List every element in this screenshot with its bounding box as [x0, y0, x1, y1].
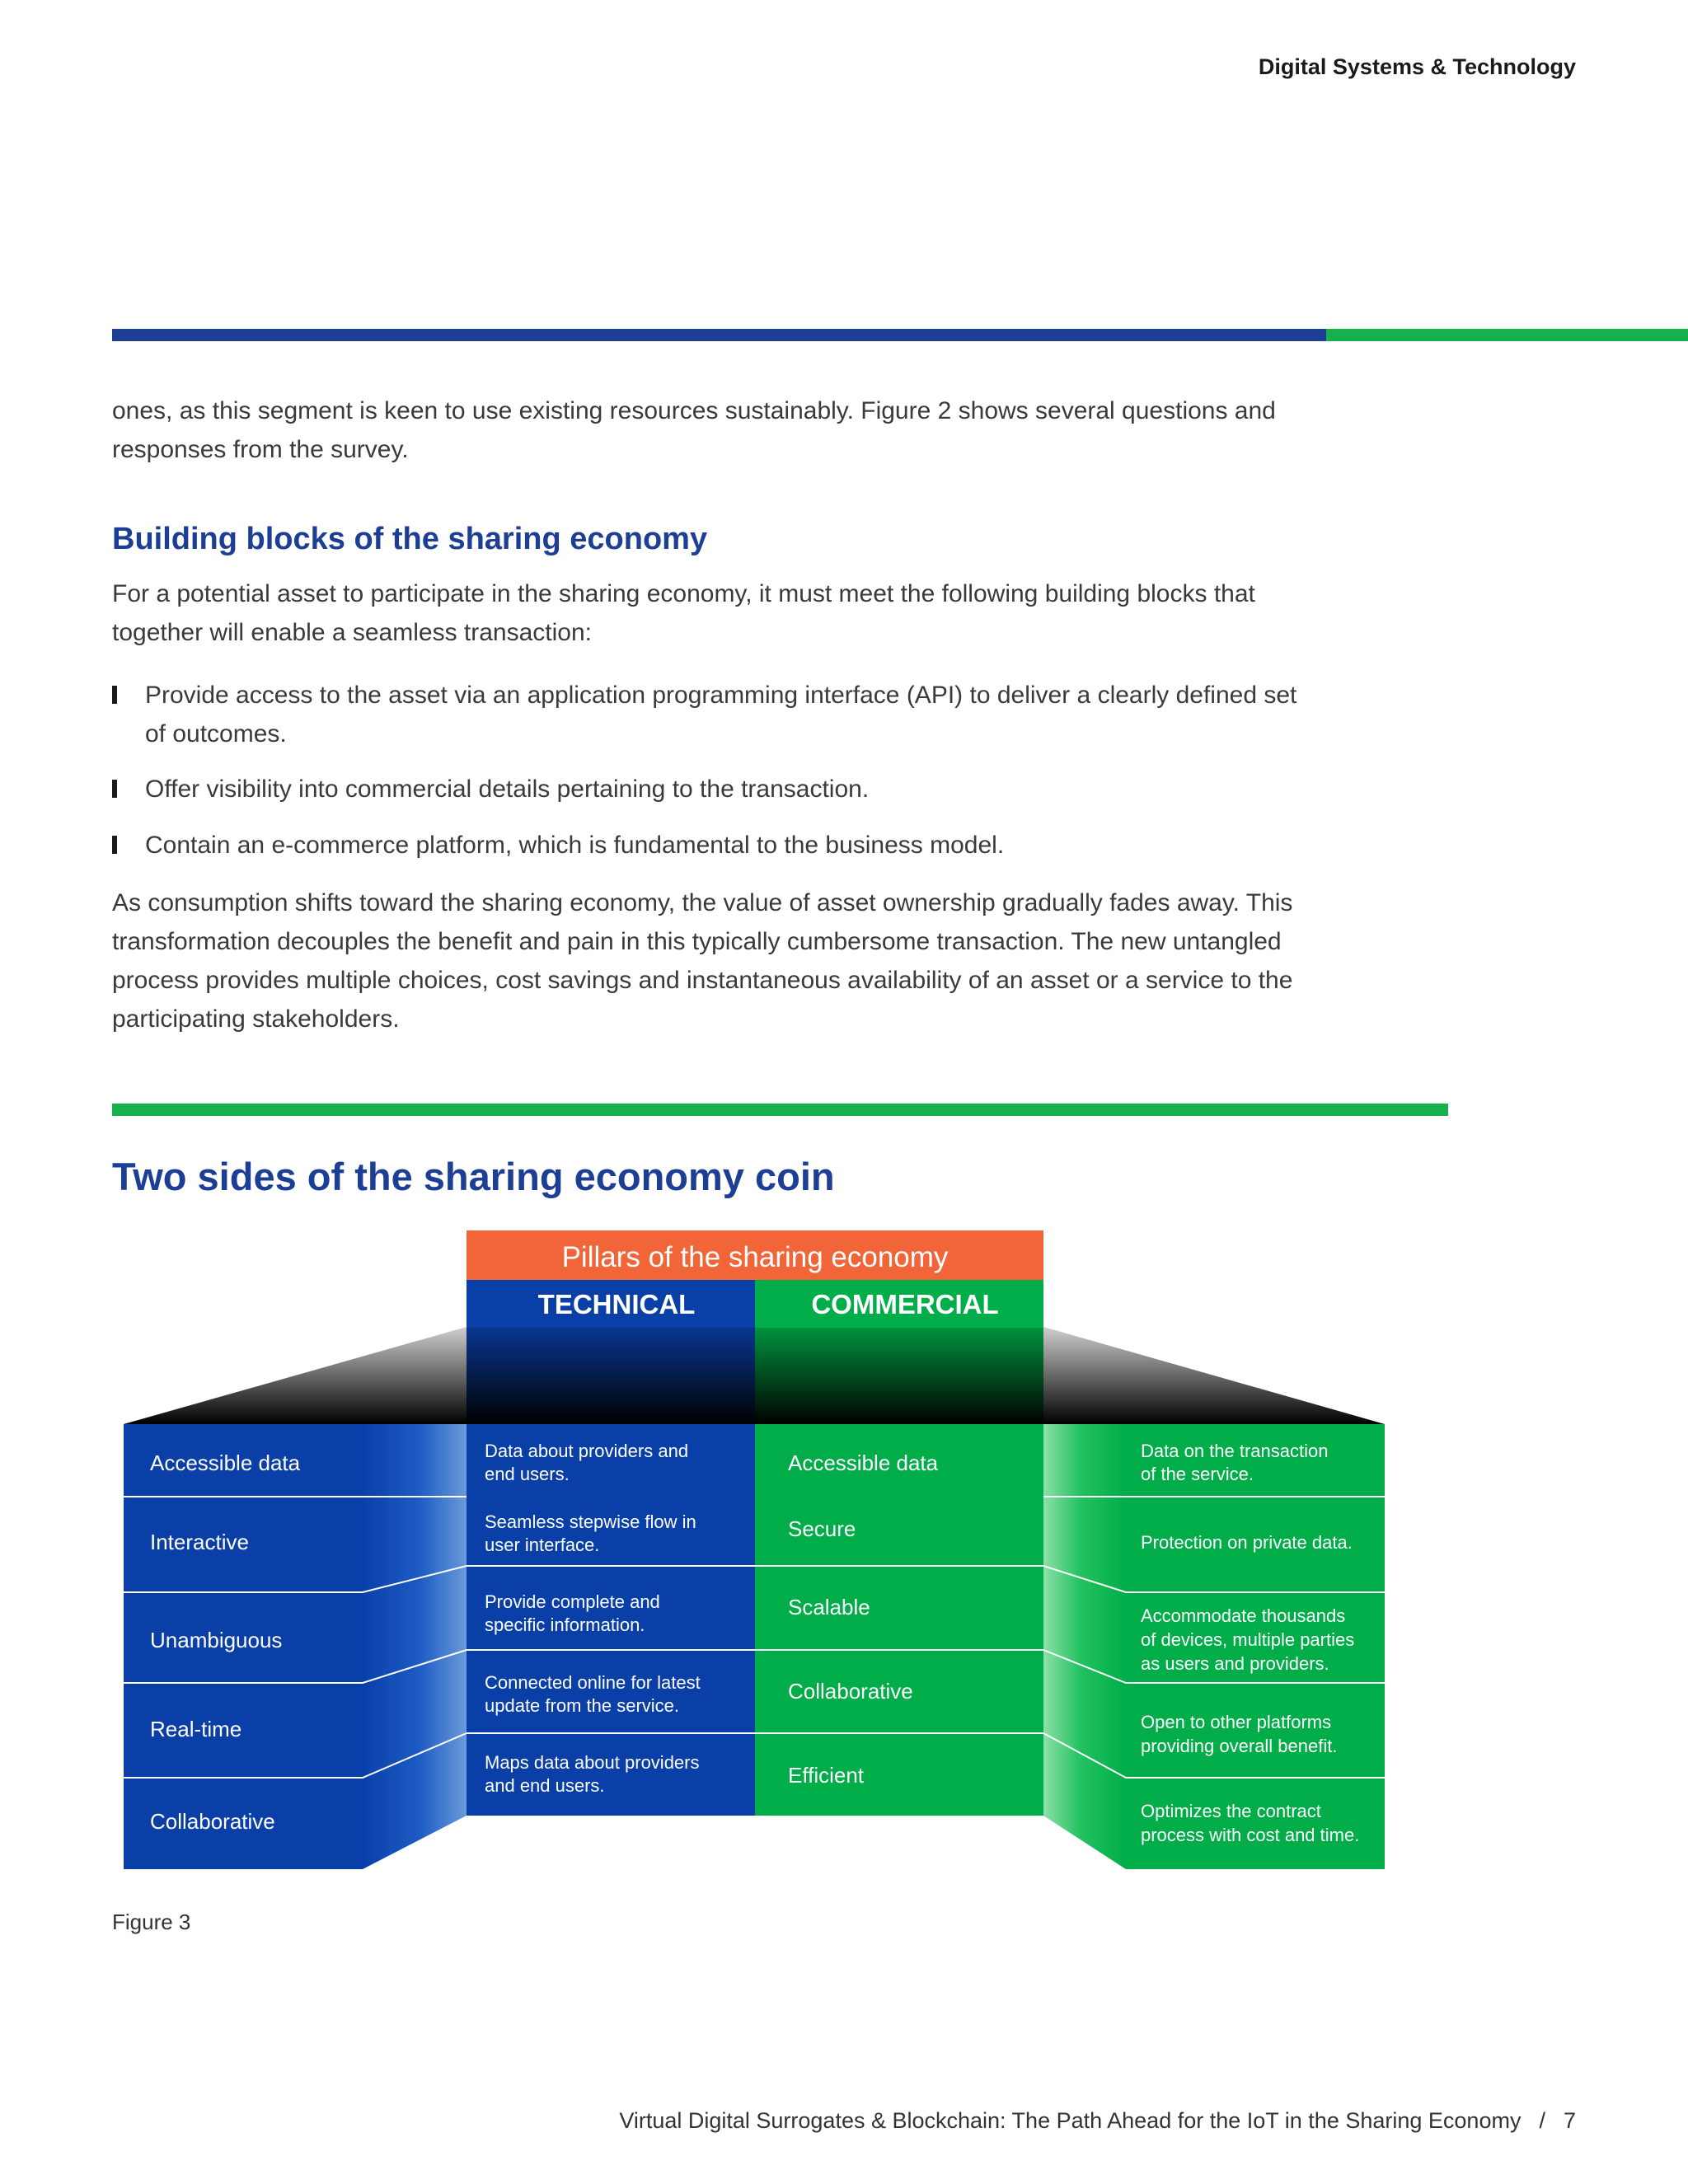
- technical-description-line: and end users.: [485, 1775, 605, 1796]
- technical-description-line: specific information.: [485, 1615, 645, 1635]
- commercial-description-line: of the service.: [1141, 1464, 1254, 1484]
- technical-attribute-label: Unambiguous: [150, 1628, 283, 1652]
- commercial-description-line: process with cost and time.: [1141, 1825, 1360, 1845]
- technical-description-line: user interface.: [485, 1535, 600, 1555]
- page-footer: [619, 2108, 1576, 2134]
- technical-header-label: TECHNICAL: [537, 1289, 696, 1319]
- technical-attribute-label: Real-time: [150, 1717, 242, 1741]
- footer-separator: /: [1539, 2108, 1545, 2133]
- technical-description-line: update from the service.: [485, 1695, 680, 1716]
- commercial-description-line: Open to other platforms: [1141, 1712, 1332, 1732]
- body-paragraph: As consumption shifts toward the sharing economy, the value of asset ownership gradually fades away. This transformation decouples the benefit and pain in this typically cumbersome transaction. The new untangled process provides multiple choices, cost savings and instantaneous availability of an asset or a service to the participating stakeholders.: [112, 889, 1293, 1033]
- commercial-header-label: COMMERCIAL: [811, 1289, 999, 1319]
- footer-document-title: Virtual Digital Surrogates & Blockchain: The Path Ahead for the IoT in the Sharing Economy: [619, 2108, 1522, 2133]
- right-perspective-wedge: [1043, 1327, 1385, 1424]
- figure-title: Two sides of the sharing economy coin: [112, 1155, 835, 1198]
- commercial-description-line: as users and providers.: [1141, 1653, 1329, 1674]
- document-header-label: Digital Systems & Technology: [1258, 54, 1576, 79]
- technical-description-line: Provide complete and: [485, 1591, 660, 1612]
- bullet-text: Contain an e-commerce platform, which is fundamental to the business model.: [145, 832, 1005, 859]
- left-perspective-wedge: [124, 1327, 467, 1424]
- technical-description-line: Data about providers and: [485, 1441, 689, 1461]
- commercial-description-line: providing overall benefit.: [1141, 1736, 1338, 1756]
- section-heading: Building blocks of the sharing economy: [112, 522, 708, 556]
- commercial-description-line: Protection on private data.: [1141, 1532, 1353, 1553]
- commercial-description-line: Accommodate thousands: [1141, 1605, 1346, 1626]
- technical-attribute-label: Accessible data: [150, 1451, 301, 1475]
- technical-description-line: Maps data about providers: [485, 1752, 700, 1773]
- technical-description-line: Connected online for latest: [485, 1672, 701, 1693]
- page-number: 7: [1563, 2108, 1576, 2133]
- commercial-side-face: [1043, 1424, 1126, 1869]
- intro-paragraph: ones, as this segment is keen to use existing resources sustainably. Figure 2 shows several questions and responses from the survey.: [112, 397, 1276, 463]
- technical-side-face: [363, 1424, 467, 1869]
- pillar-shadow: [467, 1328, 1043, 1425]
- technical-description-line: Seamless stepwise flow in: [485, 1511, 696, 1532]
- commercial-attribute-label: Scalable: [788, 1595, 870, 1619]
- commercial-description-line: of devices, multiple parties: [1141, 1629, 1355, 1650]
- figure-caption: Figure 3: [112, 1910, 191, 1934]
- technical-attribute-label: Collaborative: [150, 1809, 275, 1834]
- commercial-attribute-label: Accessible data: [788, 1451, 939, 1475]
- commercial-description-line: Optimizes the contract: [1141, 1801, 1321, 1821]
- commercial-attribute-label: Efficient: [788, 1763, 865, 1788]
- section-intro-paragraph: For a potential asset to participate in the sharing economy, it must meet the following building blocks that together will enable a seamless transaction:: [112, 580, 1255, 646]
- commercial-center-panel: [755, 1424, 1043, 1816]
- bullet-text: Provide access to the asset via an application programming interface (API) to deliver a clearly defined set of outcomes.: [145, 682, 1297, 748]
- commercial-attribute-label: Collaborative: [788, 1679, 913, 1704]
- technical-attribute-label: Interactive: [150, 1530, 249, 1554]
- commercial-attribute-label: Secure: [788, 1516, 856, 1541]
- bullet-text: Offer visibility into commercial details pertaining to the transaction.: [145, 776, 870, 803]
- commercial-description-line: Data on the transaction: [1141, 1441, 1329, 1461]
- technical-description-line: end users.: [485, 1464, 570, 1484]
- pillars-banner-label: Pillars of the sharing economy: [561, 1241, 949, 1273]
